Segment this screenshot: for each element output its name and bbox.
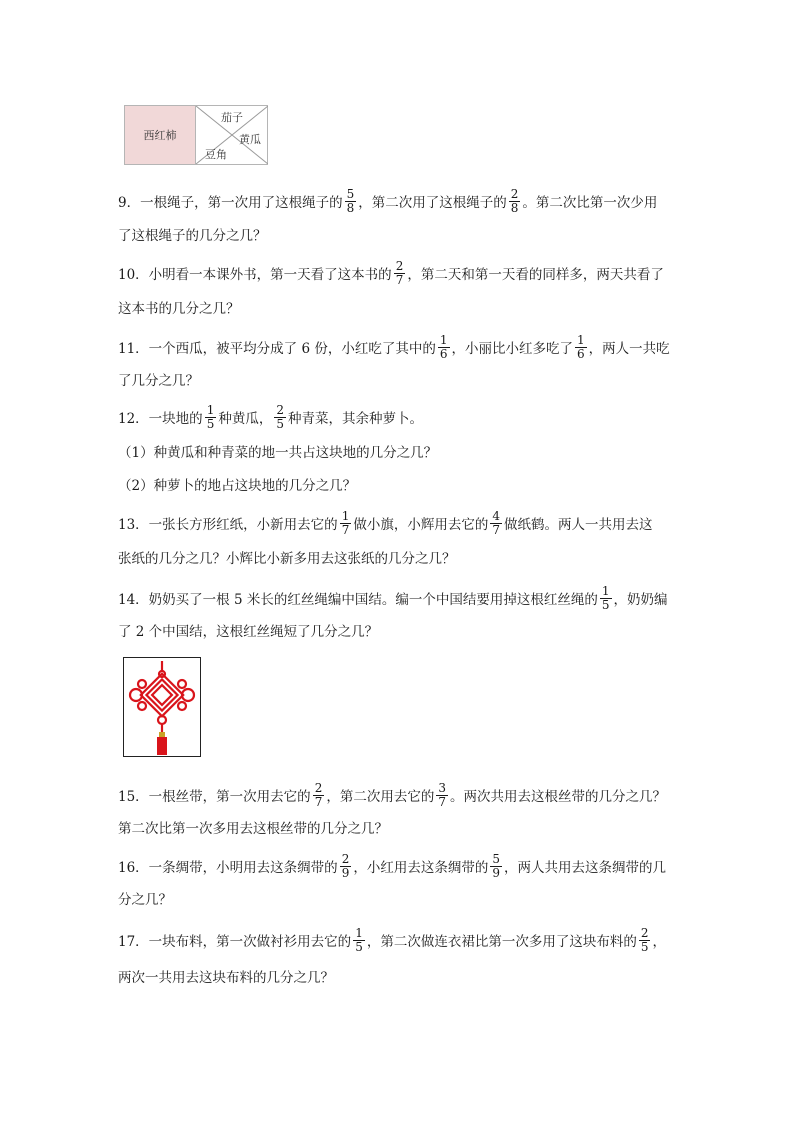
q16-fraction-2 bbox=[490, 853, 502, 880]
q11-fraction-2 bbox=[575, 334, 587, 361]
q9-text-a: 9．一根绳子，第一次用了这根绳子的 bbox=[118, 195, 343, 211]
q16-f2-num: 5 bbox=[492, 852, 500, 866]
q13-fraction-1 bbox=[340, 510, 352, 537]
q15-line2: 第二次比第一次多用去这根丝带的几分之几？ bbox=[118, 821, 388, 837]
q12-text-b: 种黄瓜， bbox=[218, 411, 273, 427]
q12-f2-num: 2 bbox=[276, 403, 284, 417]
q17-f2-den: 5 bbox=[640, 940, 649, 954]
q11-f2-den: 6 bbox=[577, 347, 585, 361]
q16-line2: 分之几？ bbox=[118, 892, 172, 908]
q11-f1-num: 1 bbox=[439, 333, 448, 347]
q14-f1-num: 1 bbox=[601, 584, 610, 598]
q9-line1 bbox=[118, 187, 658, 217]
q10-line2: 这本书的几分之几？ bbox=[118, 301, 240, 317]
q11-f1-den: 6 bbox=[439, 347, 448, 361]
q10-text-a: 10．小明看一本课外书，第一天看了这本书的 bbox=[118, 267, 392, 283]
q13-f1-den: 7 bbox=[341, 523, 350, 537]
q15-f2-den: 7 bbox=[438, 795, 446, 809]
q12-sub1: （1）种黄瓜和种青菜的地一共占这块地的几分之几？ bbox=[118, 445, 438, 461]
q15-text-c: 。两次共用去这根丝带的几分之几？ bbox=[449, 789, 666, 805]
q16-line1 bbox=[118, 852, 666, 882]
q14-line2: 了 2 个中国结，这根红丝绳短了几分之几？ bbox=[118, 624, 379, 640]
q9-text-c: 。第二次比第一次少用 bbox=[522, 195, 658, 211]
q17-text-a: 17．一块布料，第一次做衬衫用去它的 bbox=[118, 934, 352, 950]
q13-f2-num: 4 bbox=[492, 509, 500, 523]
chinese-knot-picture bbox=[123, 657, 201, 757]
q12-sub2: （2）种萝卜的地占这块地的几分之几？ bbox=[118, 478, 357, 494]
q10-line1 bbox=[118, 259, 664, 289]
q10-f1-num: 2 bbox=[395, 259, 404, 273]
q9-line2: 了这根绳子的几分之几？ bbox=[118, 228, 267, 244]
q9-fraction-1 bbox=[345, 188, 357, 215]
q16-text-c: ，两人共用去这条绸带的几 bbox=[503, 860, 666, 876]
q9-f1-num: 5 bbox=[346, 187, 355, 201]
q15-fraction-2 bbox=[436, 782, 448, 809]
q12-text-a: 12．一块地的 bbox=[118, 411, 203, 427]
q16-text-a: 16．一条绸带，小明用去这条绸带的 bbox=[118, 860, 338, 876]
q14-fraction-1 bbox=[600, 585, 612, 612]
q9-f2-num: 2 bbox=[510, 187, 519, 201]
q12-f1-num: 1 bbox=[206, 403, 215, 417]
q17-line1 bbox=[118, 926, 666, 956]
q14-line1 bbox=[118, 584, 668, 614]
q13-f1-num: 1 bbox=[341, 509, 350, 523]
q9-text-b: ，第二次用了这根绳子的 bbox=[358, 195, 507, 211]
q15-line1 bbox=[118, 781, 666, 811]
q10-f1-den: 7 bbox=[395, 273, 404, 287]
q11-text-b: ，小丽比小红多吃了 bbox=[451, 341, 573, 357]
q14-text-a: 14．奶奶买了一根 5 米长的红丝绳编中国结。编一个中国结要用掉这根红丝绳的 bbox=[118, 592, 598, 608]
q15-text-a: 15．一根丝带，第一次用去它的 bbox=[118, 789, 311, 805]
q12-fraction-2 bbox=[274, 404, 286, 431]
q12-text-c: 种青菜，其余种萝卜。 bbox=[287, 411, 423, 427]
q9-fraction-2 bbox=[509, 188, 521, 215]
q12-f1-den: 5 bbox=[206, 417, 215, 431]
q15-f1-num: 2 bbox=[314, 781, 323, 795]
garden-section-tomato bbox=[125, 106, 196, 164]
q10-text-b: ，第二天和第一天看的同样多，两天共看了 bbox=[407, 267, 664, 283]
q17-text-c: ， bbox=[652, 934, 666, 950]
q16-fraction-1 bbox=[340, 853, 352, 880]
q11-fraction-1 bbox=[438, 334, 450, 361]
q14-text-b: ，奶奶编 bbox=[613, 592, 668, 608]
q9-f1-den: 8 bbox=[346, 201, 355, 215]
q13-line1 bbox=[118, 509, 653, 539]
q17-fraction-1 bbox=[353, 927, 365, 954]
q14-f1-den: 5 bbox=[601, 598, 610, 612]
q15-f1-den: 7 bbox=[314, 795, 323, 809]
garden-label-beans: 豆角 bbox=[205, 148, 227, 161]
q17-f2-num: 2 bbox=[640, 926, 649, 940]
q15-text-b: ，第二次用去它的 bbox=[326, 789, 435, 805]
garden-label-eggplant: 茄子 bbox=[221, 111, 243, 124]
q12-fraction-1 bbox=[205, 404, 217, 431]
q13-line2: 张纸的几分之几？小辉比小新多用去这张纸的几分之几？ bbox=[118, 551, 456, 567]
q16-f1-den: 9 bbox=[341, 866, 350, 880]
chinese-knot-icon bbox=[124, 658, 200, 756]
q17-text-b: ，第二次做连衣裙比第一次多用了这块布料的 bbox=[366, 934, 637, 950]
q13-text-a: 13．一张长方形红纸，小新用去它的 bbox=[118, 517, 338, 533]
q15-f2-num: 3 bbox=[438, 781, 446, 795]
garden-plot-figure bbox=[124, 105, 268, 165]
q17-fraction-2 bbox=[639, 927, 651, 954]
q16-f2-den: 9 bbox=[492, 866, 500, 880]
q15-fraction-1 bbox=[313, 782, 325, 809]
q16-f1-num: 2 bbox=[341, 852, 350, 866]
q17-f1-den: 5 bbox=[355, 940, 363, 954]
garden-label-tomato: 西红柿 bbox=[143, 129, 177, 142]
q12-line1 bbox=[118, 403, 423, 433]
garden-label-cucumber: 黄瓜 bbox=[239, 133, 261, 146]
q13-fraction-2 bbox=[490, 510, 502, 537]
q9-f2-den: 8 bbox=[510, 201, 519, 215]
q13-text-b: 做小旗，小辉用去它的 bbox=[353, 517, 489, 533]
q11-text-a: 11．一个西瓜，被平均分成了 6 份，小红吃了其中的 bbox=[118, 341, 436, 357]
q10-fraction-1 bbox=[394, 260, 406, 287]
q11-text-c: ，两人一共吃 bbox=[588, 341, 670, 357]
q13-text-c: 做纸鹤。两人一共用去这 bbox=[503, 517, 653, 533]
q12-f2-den: 5 bbox=[276, 417, 284, 431]
q16-text-b: ，小红用去这条绸带的 bbox=[353, 860, 489, 876]
q17-line2: 两次一共用去这块布料的几分之几？ bbox=[118, 970, 334, 986]
q11-line2: 了几分之几？ bbox=[118, 373, 199, 389]
q13-f2-den: 7 bbox=[492, 523, 500, 537]
q11-line1 bbox=[118, 333, 670, 363]
q17-f1-num: 1 bbox=[355, 926, 363, 940]
q11-f2-num: 1 bbox=[577, 333, 585, 347]
